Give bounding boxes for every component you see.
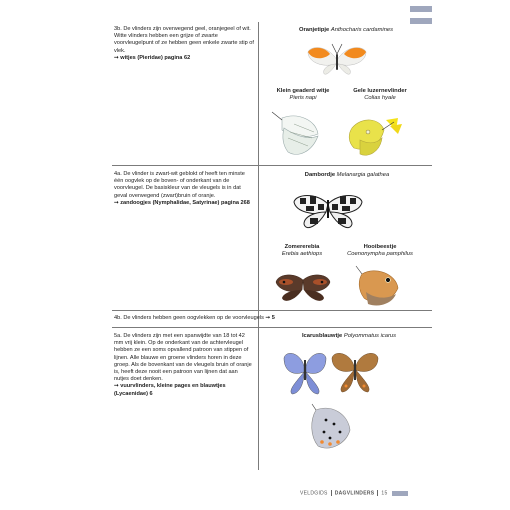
page-footer [300,490,408,496]
butterfly-icarusblauwtje-male-image [280,346,330,402]
footer-page-number: 15 [381,490,388,497]
label-dambordje: Dambordje Melanargia galathea [304,172,390,178]
butterfly-icarusblauwtje-underside-image [306,402,354,460]
key-4a-link: ➞ zandoogjes (Nymphalidae, Satyrinae) pagina 268 [114,199,250,206]
key-5a [114,333,254,398]
key-4a-text: 4a. De vlinder is zwart-wit geblokt of heeft ten minste één oogvlek op de boven- of onderkant van de voorvleugel. De basiskleur van de vleugels is in dat geval overwegend (zwart)bruin of oranje. [114,171,245,199]
key-3b [114,26,254,62]
key-4b [114,315,284,322]
key-5a-link: ➞ vuurvlinders, kleine pages en blauwtjes (Lycaenidae) 6 [114,383,226,397]
footer-title: DAGVLINDERS [334,490,375,497]
butterfly-dambordje-image [290,186,366,238]
label-icarusblauwtje: Icarusblauwtje Polyommatus icarus [301,333,397,339]
butterfly-icarusblauwtje-female-image [328,346,382,398]
butterfly-oranjetipje-image [302,40,372,82]
section-divider [112,165,432,166]
section-divider [112,310,432,311]
butterfly-gele-luzernevlinder-image [340,110,404,162]
label-gele-luzernevlinder: Gele luzernevlinder Colias hyale [353,88,407,101]
key-4b-link: ➞ 5 [265,315,275,321]
butterfly-zomererebia-image [272,270,334,306]
butterfly-klein-geaderd-witje-image [268,108,332,162]
footer-color-marker [392,491,408,496]
color-tab-marker [410,6,432,30]
column-divider [258,22,259,470]
key-4b-text: 4b. De vlinders hebben geen oogvlekken op de voorvleugels [114,315,264,321]
label-oranjetipje: Oranjetipje Anthocharis cardamines [298,27,394,33]
label-hooibeestje: Hooibeestje Coenonympha pamphilus [347,244,413,257]
footer-section: VELDGIDS [300,490,328,497]
key-3b-text: 3b. De vlinders zijn overwegend geel, oranjegeel of wit. Witte vlinders hebben een grijze of zwarte voorvleugelpunt of ze hebben geen enkele zwarte stip of vlek. [114,26,254,54]
label-zomererebia: Zomererebia Erebia aethiops [281,244,323,257]
key-4a [114,171,254,207]
section-divider [112,327,432,328]
key-3b-link: ➞ witjes (Pieridae) pagina 62 [114,54,191,61]
key-5a-text: 5a. De vlinders zijn met een spanwijdte van 18 tot 42 mm vrij klein. Op de onderkant van de achtervleugel hebben ze een soms opvallend patroon van stippen of lijnen. Alle blauwe en groene vlinders horen in deze groep. Als de bovenkant van de vleugels bruin of oranje is, heeft deze nooit een patroon van lijnen dat aan nutjes doet denken. [114,333,252,383]
butterfly-hooibeestje-image [352,264,404,308]
label-klein-geaderd-witje: Klein geaderd witje Pieris napi [276,88,330,101]
